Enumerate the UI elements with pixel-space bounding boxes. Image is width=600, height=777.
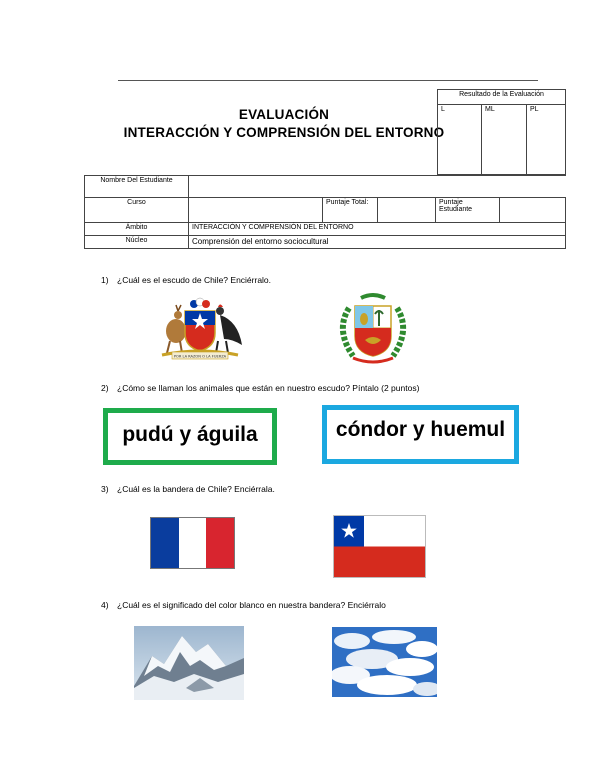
answer-option-pudu-aguila-label: pudú y águila bbox=[122, 423, 258, 446]
results-col-l[interactable]: L bbox=[438, 105, 482, 175]
france-flag-blue-band bbox=[151, 518, 179, 568]
question-4 bbox=[101, 600, 386, 610]
answer-option-condor-huemul[interactable] bbox=[322, 405, 519, 464]
student-score-label: Puntaje Estudiante bbox=[436, 198, 500, 223]
header-rule bbox=[118, 80, 538, 81]
clouds-sky-option[interactable] bbox=[332, 627, 437, 697]
student-info-table bbox=[84, 175, 566, 249]
question-3-text: ¿Cuál es la bandera de Chile? Enciérrala. bbox=[117, 484, 275, 494]
student-score-field[interactable] bbox=[500, 198, 566, 223]
france-flag-option[interactable] bbox=[150, 517, 235, 569]
results-col-ml[interactable]: ML bbox=[482, 105, 527, 175]
results-col-pl[interactable]: PL bbox=[527, 105, 566, 175]
student-name-field[interactable] bbox=[189, 176, 566, 198]
answer-option-pudu-aguila[interactable] bbox=[103, 408, 277, 465]
shield-motto: POR LA RAZON O LA FUERZA bbox=[173, 354, 227, 359]
chile-flag-option[interactable] bbox=[333, 515, 426, 578]
france-flag-red-band bbox=[206, 518, 234, 568]
question-2 bbox=[101, 383, 419, 393]
question-3 bbox=[101, 484, 275, 494]
question-2-number: 2) bbox=[101, 383, 109, 393]
question-2-text: ¿Cómo se llaman los animales que están en nuestro escudo? Píntalo (2 puntos) bbox=[117, 383, 420, 393]
student-name-label: Nombre Del Estudiante bbox=[85, 176, 189, 198]
chile-coat-of-arms-option[interactable] bbox=[148, 297, 252, 363]
question-1 bbox=[101, 275, 271, 285]
results-heading: Resultado de la Evaluación bbox=[438, 90, 566, 105]
course-label: Curso bbox=[85, 198, 189, 223]
france-flag-white-band bbox=[179, 518, 207, 568]
total-score-label: Puntaje Total: bbox=[323, 198, 378, 223]
ambito-label: Ámbito bbox=[85, 223, 189, 236]
results-table bbox=[437, 89, 566, 175]
question-4-text: ¿Cuál es el significado del color blanco en nuestra bandera? Enciérralo bbox=[117, 600, 386, 610]
answer-option-condor-huemul-label: cóndor y huemul bbox=[335, 418, 506, 441]
course-field[interactable] bbox=[189, 198, 323, 223]
question-4-number: 4) bbox=[101, 600, 109, 610]
page-subtitle: INTERACCIÓN Y COMPRENSIÓN DEL ENTORNO bbox=[123, 125, 445, 140]
ambito-value: INTERACCIÓN Y COMPRENSIÓN DEL ENTORNO bbox=[189, 223, 566, 236]
question-1-text: ¿Cuál es el escudo de Chile? Enciérralo. bbox=[117, 275, 272, 285]
page-title: EVALUACIÓN bbox=[238, 107, 330, 122]
peru-coat-of-arms-option[interactable] bbox=[331, 292, 415, 368]
question-1-number: 1) bbox=[101, 275, 109, 285]
question-3-number: 3) bbox=[101, 484, 109, 494]
nucleo-label: Núcleo bbox=[85, 236, 189, 249]
snowy-mountains-option[interactable] bbox=[134, 626, 244, 700]
total-score-field[interactable] bbox=[378, 198, 436, 223]
nucleo-value: Comprensión del entorno sociocultural bbox=[189, 236, 566, 249]
